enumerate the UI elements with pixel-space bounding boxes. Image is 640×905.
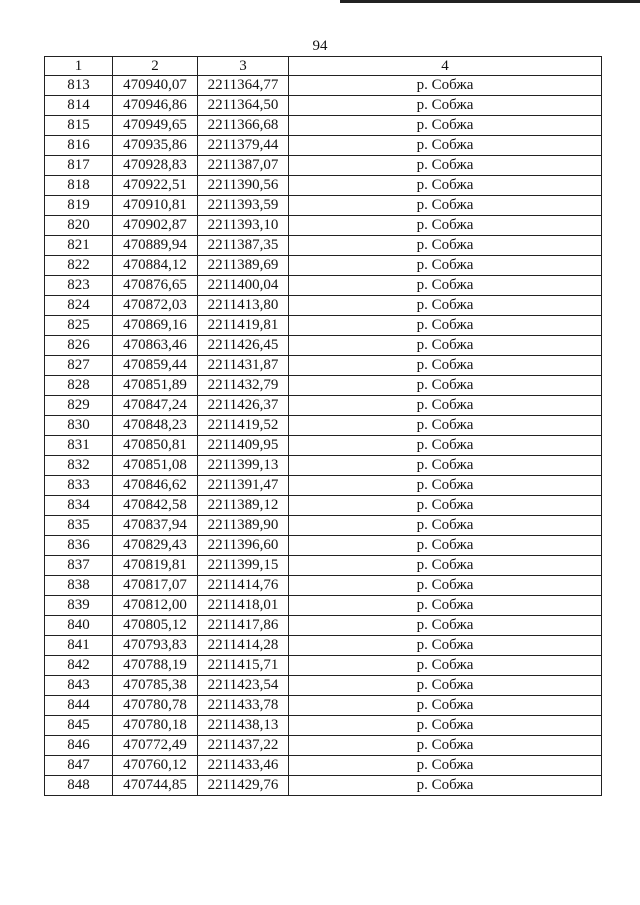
y-coordinate-cell: 2211364,77: [198, 76, 289, 96]
y-coordinate-cell: 2211399,15: [198, 556, 289, 576]
x-coordinate-cell: 470780,18: [113, 716, 198, 736]
object-name-cell: р. Собжа: [289, 76, 602, 96]
column-header-2: 2: [113, 57, 198, 76]
object-name-cell: р. Собжа: [289, 516, 602, 536]
y-coordinate-cell: 2211414,76: [198, 576, 289, 596]
object-name-cell: р. Собжа: [289, 216, 602, 236]
y-coordinate-cell: 2211433,46: [198, 756, 289, 776]
y-coordinate-cell: 2211414,28: [198, 636, 289, 656]
table-header-row: [45, 57, 602, 76]
table-row: [45, 96, 602, 116]
object-name-cell: р. Собжа: [289, 676, 602, 696]
y-coordinate-cell: 2211366,68: [198, 116, 289, 136]
y-coordinate-cell: 2211418,01: [198, 596, 289, 616]
object-name-cell: р. Собжа: [289, 576, 602, 596]
object-name-cell: р. Собжа: [289, 636, 602, 656]
table-row: [45, 316, 602, 336]
object-name-cell: р. Собжа: [289, 436, 602, 456]
point-number-cell: 837: [45, 556, 113, 576]
object-name-cell: р. Собжа: [289, 696, 602, 716]
y-coordinate-cell: 2211429,76: [198, 776, 289, 796]
object-name-cell: р. Собжа: [289, 316, 602, 336]
object-name-cell: р. Собжа: [289, 356, 602, 376]
x-coordinate-cell: 470851,89: [113, 376, 198, 396]
x-coordinate-cell: 470940,07: [113, 76, 198, 96]
page-number: 94: [312, 38, 328, 54]
table-row: [45, 276, 602, 296]
x-coordinate-cell: 470780,78: [113, 696, 198, 716]
point-number-cell: 829: [45, 396, 113, 416]
table-row: [45, 716, 602, 736]
object-name-cell: р. Собжа: [289, 136, 602, 156]
object-name-cell: р. Собжа: [289, 96, 602, 116]
point-number-cell: 839: [45, 596, 113, 616]
x-coordinate-cell: 470889,94: [113, 236, 198, 256]
table-row: [45, 456, 602, 476]
table-row: [45, 216, 602, 236]
x-coordinate-cell: 470819,81: [113, 556, 198, 576]
y-coordinate-cell: 2211413,80: [198, 296, 289, 316]
top-rule: [340, 0, 640, 3]
y-coordinate-cell: 2211387,07: [198, 156, 289, 176]
point-number-cell: 838: [45, 576, 113, 596]
point-number-cell: 843: [45, 676, 113, 696]
object-name-cell: р. Собжа: [289, 296, 602, 316]
object-name-cell: р. Собжа: [289, 256, 602, 276]
y-coordinate-cell: 2211438,13: [198, 716, 289, 736]
table-row: [45, 156, 602, 176]
y-coordinate-cell: 2211391,47: [198, 476, 289, 496]
y-coordinate-cell: 2211409,95: [198, 436, 289, 456]
x-coordinate-cell: 470851,08: [113, 456, 198, 476]
table-row: [45, 176, 602, 196]
table-row: [45, 396, 602, 416]
y-coordinate-cell: 2211393,59: [198, 196, 289, 216]
point-number-cell: 848: [45, 776, 113, 796]
object-name-cell: р. Собжа: [289, 736, 602, 756]
table-row: [45, 436, 602, 456]
x-coordinate-cell: 470842,58: [113, 496, 198, 516]
y-coordinate-cell: 2211415,71: [198, 656, 289, 676]
y-coordinate-cell: 2211400,04: [198, 276, 289, 296]
table-row: [45, 196, 602, 216]
point-number-cell: 821: [45, 236, 113, 256]
x-coordinate-cell: 470848,23: [113, 416, 198, 436]
table-row: [45, 476, 602, 496]
table-row: [45, 556, 602, 576]
point-number-cell: 844: [45, 696, 113, 716]
table-row: [45, 116, 602, 136]
point-number-cell: 833: [45, 476, 113, 496]
table-row: [45, 676, 602, 696]
x-coordinate-cell: 470859,44: [113, 356, 198, 376]
point-number-cell: 824: [45, 296, 113, 316]
y-coordinate-cell: 2211379,44: [198, 136, 289, 156]
table-row: [45, 296, 602, 316]
x-coordinate-cell: 470788,19: [113, 656, 198, 676]
point-number-cell: 846: [45, 736, 113, 756]
point-number-cell: 834: [45, 496, 113, 516]
x-coordinate-cell: 470869,16: [113, 316, 198, 336]
y-coordinate-cell: 2211389,69: [198, 256, 289, 276]
x-coordinate-cell: 470846,62: [113, 476, 198, 496]
y-coordinate-cell: 2211387,35: [198, 236, 289, 256]
point-number-cell: 816: [45, 136, 113, 156]
table-row: [45, 496, 602, 516]
y-coordinate-cell: 2211364,50: [198, 96, 289, 116]
point-number-cell: 832: [45, 456, 113, 476]
y-coordinate-cell: 2211390,56: [198, 176, 289, 196]
table-row: [45, 76, 602, 96]
point-number-cell: 814: [45, 96, 113, 116]
point-number-cell: 813: [45, 76, 113, 96]
object-name-cell: р. Собжа: [289, 236, 602, 256]
point-number-cell: 845: [45, 716, 113, 736]
x-coordinate-cell: 470785,38: [113, 676, 198, 696]
point-number-cell: 847: [45, 756, 113, 776]
y-coordinate-cell: 2211399,13: [198, 456, 289, 476]
column-header-3: 3: [198, 57, 289, 76]
object-name-cell: р. Собжа: [289, 116, 602, 136]
x-coordinate-cell: 470829,43: [113, 536, 198, 556]
point-number-cell: 831: [45, 436, 113, 456]
point-number-cell: 826: [45, 336, 113, 356]
point-number-cell: 835: [45, 516, 113, 536]
x-coordinate-cell: 470847,24: [113, 396, 198, 416]
point-number-cell: 827: [45, 356, 113, 376]
x-coordinate-cell: 470949,65: [113, 116, 198, 136]
table-row: [45, 256, 602, 276]
y-coordinate-cell: 2211396,60: [198, 536, 289, 556]
table-row: [45, 536, 602, 556]
x-coordinate-cell: 470812,00: [113, 596, 198, 616]
x-coordinate-cell: 470910,81: [113, 196, 198, 216]
object-name-cell: р. Собжа: [289, 616, 602, 636]
object-name-cell: р. Собжа: [289, 536, 602, 556]
x-coordinate-cell: 470863,46: [113, 336, 198, 356]
object-name-cell: р. Собжа: [289, 156, 602, 176]
x-coordinate-cell: 470837,94: [113, 516, 198, 536]
y-coordinate-cell: 2211426,37: [198, 396, 289, 416]
x-coordinate-cell: 470876,65: [113, 276, 198, 296]
table-row: [45, 516, 602, 536]
object-name-cell: р. Собжа: [289, 416, 602, 436]
object-name-cell: р. Собжа: [289, 556, 602, 576]
y-coordinate-cell: 2211389,90: [198, 516, 289, 536]
x-coordinate-cell: 470928,83: [113, 156, 198, 176]
object-name-cell: р. Собжа: [289, 376, 602, 396]
table-row: [45, 136, 602, 156]
point-number-cell: 822: [45, 256, 113, 276]
point-number-cell: 819: [45, 196, 113, 216]
y-coordinate-cell: 2211437,22: [198, 736, 289, 756]
x-coordinate-cell: 470872,03: [113, 296, 198, 316]
point-number-cell: 818: [45, 176, 113, 196]
object-name-cell: р. Собжа: [289, 196, 602, 216]
x-coordinate-cell: 470793,83: [113, 636, 198, 656]
table-body: [45, 76, 602, 796]
table-row: [45, 236, 602, 256]
x-coordinate-cell: 470772,49: [113, 736, 198, 756]
object-name-cell: р. Собжа: [289, 496, 602, 516]
x-coordinate-cell: 470850,81: [113, 436, 198, 456]
coordinates-table: [44, 56, 602, 796]
table-row: [45, 376, 602, 396]
table-row: [45, 416, 602, 436]
object-name-cell: р. Собжа: [289, 776, 602, 796]
table-row: [45, 696, 602, 716]
x-coordinate-cell: 470817,07: [113, 576, 198, 596]
x-coordinate-cell: 470935,86: [113, 136, 198, 156]
point-number-cell: 823: [45, 276, 113, 296]
x-coordinate-cell: 470902,87: [113, 216, 198, 236]
y-coordinate-cell: 2211433,78: [198, 696, 289, 716]
x-coordinate-cell: 470946,86: [113, 96, 198, 116]
x-coordinate-cell: 470884,12: [113, 256, 198, 276]
point-number-cell: 825: [45, 316, 113, 336]
object-name-cell: р. Собжа: [289, 176, 602, 196]
point-number-cell: 820: [45, 216, 113, 236]
object-name-cell: р. Собжа: [289, 336, 602, 356]
table-row: [45, 596, 602, 616]
y-coordinate-cell: 2211393,10: [198, 216, 289, 236]
point-number-cell: 828: [45, 376, 113, 396]
table-row: [45, 576, 602, 596]
point-number-cell: 817: [45, 156, 113, 176]
table-row: [45, 736, 602, 756]
y-coordinate-cell: 2211419,52: [198, 416, 289, 436]
y-coordinate-cell: 2211423,54: [198, 676, 289, 696]
object-name-cell: р. Собжа: [289, 596, 602, 616]
object-name-cell: р. Собжа: [289, 456, 602, 476]
table-row: [45, 656, 602, 676]
y-coordinate-cell: 2211419,81: [198, 316, 289, 336]
x-coordinate-cell: 470744,85: [113, 776, 198, 796]
table-row: [45, 636, 602, 656]
object-name-cell: р. Собжа: [289, 276, 602, 296]
table-row: [45, 356, 602, 376]
table-row: [45, 756, 602, 776]
x-coordinate-cell: 470805,12: [113, 616, 198, 636]
y-coordinate-cell: 2211389,12: [198, 496, 289, 516]
point-number-cell: 830: [45, 416, 113, 436]
table-row: [45, 336, 602, 356]
point-number-cell: 836: [45, 536, 113, 556]
object-name-cell: р. Собжа: [289, 756, 602, 776]
y-coordinate-cell: 2211417,86: [198, 616, 289, 636]
point-number-cell: 815: [45, 116, 113, 136]
object-name-cell: р. Собжа: [289, 396, 602, 416]
table-row: [45, 776, 602, 796]
y-coordinate-cell: 2211431,87: [198, 356, 289, 376]
object-name-cell: р. Собжа: [289, 476, 602, 496]
object-name-cell: р. Собжа: [289, 656, 602, 676]
y-coordinate-cell: 2211432,79: [198, 376, 289, 396]
point-number-cell: 841: [45, 636, 113, 656]
point-number-cell: 840: [45, 616, 113, 636]
point-number-cell: 842: [45, 656, 113, 676]
table-row: [45, 616, 602, 636]
column-header-4: 4: [289, 57, 602, 76]
x-coordinate-cell: 470760,12: [113, 756, 198, 776]
column-header-1: 1: [45, 57, 113, 76]
y-coordinate-cell: 2211426,45: [198, 336, 289, 356]
x-coordinate-cell: 470922,51: [113, 176, 198, 196]
object-name-cell: р. Собжа: [289, 716, 602, 736]
